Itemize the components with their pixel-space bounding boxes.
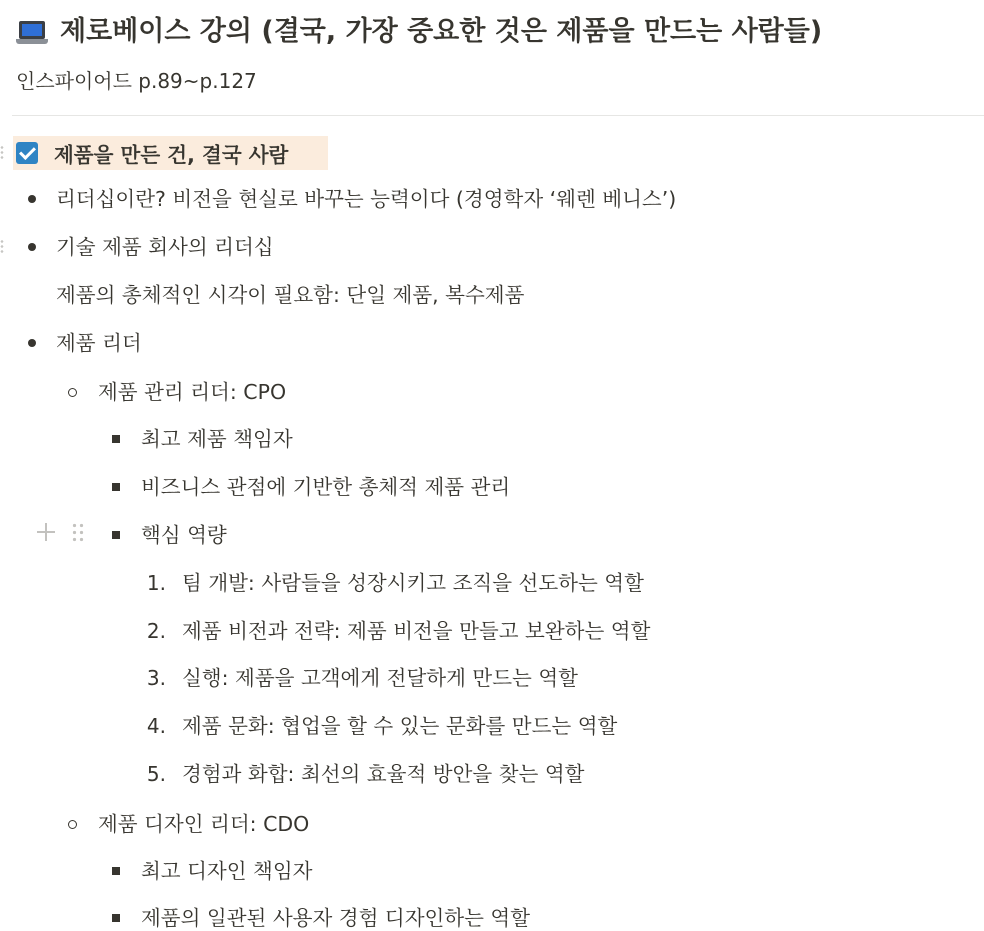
list-item-text: 최고 제품 책임자: [141, 427, 293, 451]
todo-item[interactable]: [13, 136, 328, 170]
list-item-text: 최고 디자인 책임자: [141, 859, 313, 883]
divider: [12, 115, 984, 116]
block-drag-handle-icon[interactable]: [0, 145, 4, 159]
list-item-text: 제품 리더: [56, 331, 142, 355]
list-item-text: 기술 제품 회사의 리더십: [56, 235, 274, 259]
list-item-text: 리더십이란? 비전을 현실로 바꾸는 능력이다 (경영학자 ‘웨렌 베니스’): [56, 187, 677, 211]
bullet-icon: [28, 243, 36, 251]
list-item-text: 비즈니스 관점에 기반한 총체적 제품 관리: [141, 475, 511, 499]
sub-sub-list-item[interactable]: [112, 903, 530, 931]
laptop-icon: [16, 17, 50, 47]
numbered-list-item[interactable]: [142, 663, 578, 693]
todo-label: 제품을 만든 건, 결국 사람: [54, 143, 289, 167]
square-bullet-icon: [112, 531, 120, 539]
bullet-icon: [28, 339, 36, 347]
list-item-text: 제품 문화: 협업을 할 수 있는 문화를 만드는 역할: [182, 714, 618, 738]
square-bullet-icon: [112, 483, 120, 491]
list-item-text: 경험과 화합: 최선의 효율적 방안을 찾는 역할: [182, 762, 585, 786]
page-subtitle: 인스파이어드 p.89~p.127: [16, 69, 257, 93]
list-number: 2.: [146, 619, 166, 643]
list-item-text: 실행: 제품을 고객에게 전달하게 만드는 역할: [182, 666, 578, 690]
list-item-text: 핵심 역량: [141, 523, 227, 547]
circle-bullet-icon: [68, 388, 77, 397]
page-title-text: 제로베이스 강의 (결국, 가장 중요한 것은 제품을 만드는 사람들): [60, 16, 823, 47]
sub-sub-list-item[interactable]: [112, 424, 293, 454]
numbered-list-item[interactable]: [142, 759, 584, 789]
list-item-text: 제품 디자인 리더: CDO: [98, 812, 310, 836]
list-item-text: 제품의 일관된 사용자 경험 디자인하는 역할: [141, 906, 531, 930]
list-item-text: 제품 관리 리더: CPO: [98, 380, 287, 404]
sub-sub-list-item[interactable]: [112, 856, 312, 886]
list-number: 3.: [146, 666, 166, 690]
page-title: [16, 12, 822, 52]
list-item-body-text: 제품의 총체적인 시각이 필요함: 단일 제품, 복수제품: [56, 283, 525, 307]
list-item[interactable]: [28, 328, 142, 358]
numbered-list-item[interactable]: [142, 616, 650, 646]
list-number: 4.: [146, 714, 166, 738]
list-item-text: 제품 비전과 전략: 제품 비전을 만들고 보완하는 역할: [182, 619, 651, 643]
sub-list-item-cpo[interactable]: [68, 377, 286, 407]
numbered-list-item[interactable]: [142, 568, 644, 598]
square-bullet-icon: [112, 914, 120, 922]
drag-handle-icon[interactable]: [71, 522, 85, 542]
square-bullet-icon: [112, 867, 120, 875]
list-item-body[interactable]: [56, 280, 524, 310]
list-item-text: 팀 개발: 사람들을 성장시키고 조직을 선도하는 역할: [182, 571, 644, 595]
list-number: 1.: [146, 571, 166, 595]
sub-sub-list-item[interactable]: [112, 520, 227, 550]
list-item[interactable]: [28, 184, 676, 214]
list-number: 5.: [146, 762, 166, 786]
circle-bullet-icon: [68, 820, 77, 829]
sub-list-item-cdo[interactable]: [68, 809, 309, 839]
checkbox-checked[interactable]: [16, 142, 38, 164]
add-block-plus-icon[interactable]: [36, 522, 56, 542]
list-item[interactable]: [28, 232, 274, 262]
bullet-icon: [28, 195, 36, 203]
numbered-list-item[interactable]: [142, 711, 617, 741]
block-hover-tools: [36, 522, 85, 542]
sub-sub-list-item[interactable]: [112, 472, 510, 502]
square-bullet-icon: [112, 435, 120, 443]
block-drag-handle-icon[interactable]: [0, 239, 4, 253]
